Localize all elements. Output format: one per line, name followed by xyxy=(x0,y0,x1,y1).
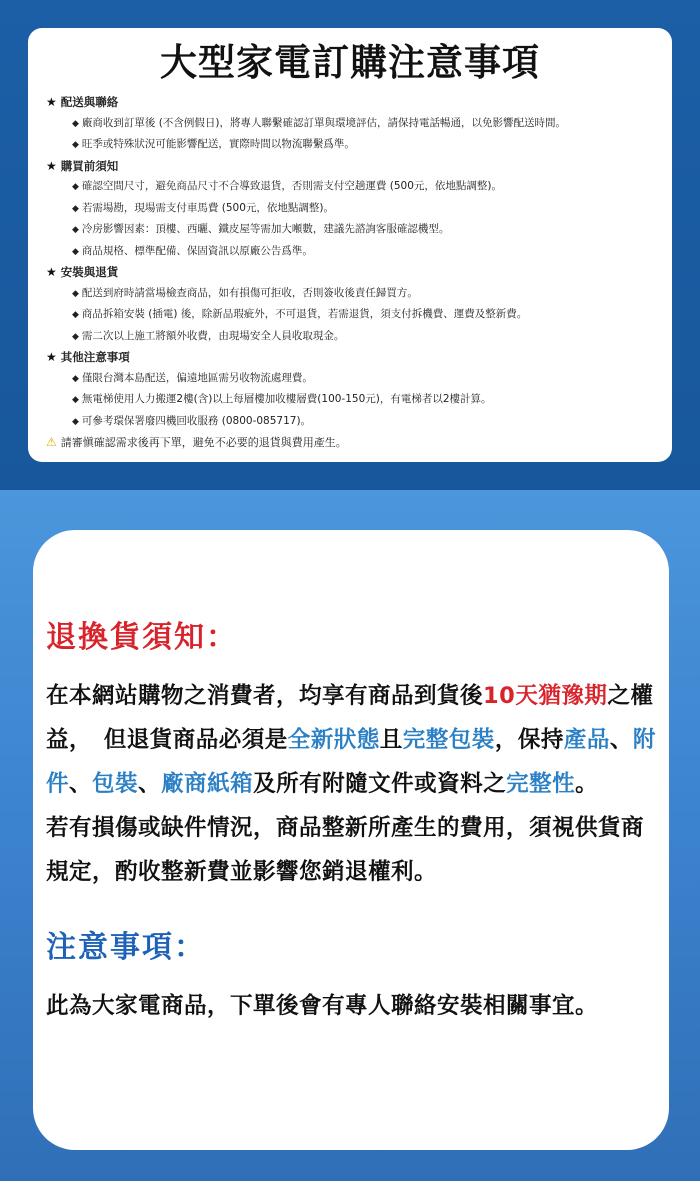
list-item: ◆ 若需場勘，現場需支付車馬費 (500元，依地點調整)。 xyxy=(72,201,334,214)
list-item: ◆ 旺季或特殊狀況可能影響配送，實際時間以物流聯繫爲準。 xyxy=(72,138,355,150)
return-policy-paragraph: 在本網站購物之消費者，均享有商品到貨後10天猶豫期之權益， 但退貨商品必須是全新狀態且完整包裝，保持產品、附件、包裝、廠商紙箱及所有附隨文件或資料之完整性。 xyxy=(46,683,656,797)
section-heading-install-return: ★ 安裝與退貨 xyxy=(46,265,119,279)
section-heading-other: ★ 其他注意事項 xyxy=(46,350,130,364)
order-notice-card xyxy=(28,28,672,462)
section-heading-delivery: ★ 配送與聯絡 xyxy=(46,95,119,109)
diamond-bullet-icon: ◆ xyxy=(72,140,79,150)
highlight-completeness: 完整性 xyxy=(506,771,576,797)
diamond-bullet-icon: ◆ xyxy=(72,310,79,320)
damage-fee-paragraph: 若有損傷或缺件情況，商品整新所產生的費用，須視供貨商規定，酌收整新費並影響您銷退權利。 xyxy=(46,815,645,885)
list-item: ◆ 商品拆箱安裝 (插電) 後，除新品瑕疵外，不可退貨，若需退貨，須支付拆機費、運費及整新費。 xyxy=(72,308,528,320)
star-icon: ★ xyxy=(46,95,57,109)
diamond-bullet-icon: ◆ xyxy=(72,203,79,214)
notice-heading: 注意事項： xyxy=(46,930,206,965)
star-icon: ★ xyxy=(46,350,57,364)
list-item: ◆ 廠商收到訂單後 (不含例假日)，將專人聯繫確認訂單與環境評估，請保持電話暢通，以免影響配送時間。 xyxy=(72,116,566,129)
highlight-product: 產品 xyxy=(563,727,610,753)
list-item: ◆ 僅限台灣本島配送，偏遠地區需另收物流處理費。 xyxy=(72,371,313,384)
list-item: ◆ 冷房影響因素：頂樓、西曬、鐵皮屋等需加大噸數，建議先諮詢客服確認機型。 xyxy=(72,223,450,235)
list-item: ◆ 需二次以上施工將額外收費，由現場安全人員收取現金。 xyxy=(72,329,345,342)
list-item: ◆ 可參考環保署廢四機回收服務 (0800-085717)。 xyxy=(72,414,312,427)
diamond-bullet-icon: ◆ xyxy=(72,288,79,299)
highlight-complete-packaging: 完整包裝 xyxy=(402,727,495,753)
star-icon: ★ xyxy=(46,265,57,279)
highlight-vendor-box: 廠商紙箱 xyxy=(161,771,254,797)
highlight-accessories: 附件 xyxy=(46,727,656,797)
diamond-bullet-icon: ◆ xyxy=(72,373,79,384)
diamond-bullet-icon: ◆ xyxy=(72,182,79,192)
highlight-new-condition: 全新狀態 xyxy=(287,727,380,753)
warning-note: ⚠ 請審愼確認需求後再下單，避免不必要的退貨與費用產生。 xyxy=(46,435,347,449)
diamond-bullet-icon: ◆ xyxy=(72,416,79,427)
return-policy-heading: 退換貨須知： xyxy=(46,620,238,655)
cooling-off-period-highlight: 10天猶豫期 xyxy=(483,683,608,709)
diamond-bullet-icon: ◆ xyxy=(72,225,79,235)
list-item: ◆ 配送到府時請當場檢查商品，如有損傷可拒收，否則簽收後責任歸買方。 xyxy=(72,286,418,299)
section-heading-before-purchase: ★ 購買前須知 xyxy=(46,158,119,173)
list-item: ◆ 確認空間尺寸，避免商品尺寸不合導致退貨，否則需支付空趟運費 (500元，依地點調整)。 xyxy=(72,180,502,192)
diamond-bullet-icon: ◆ xyxy=(72,118,79,129)
warning-icon: ⚠ xyxy=(46,435,57,449)
diamond-bullet-icon: ◆ xyxy=(72,246,79,257)
star-icon: ★ xyxy=(46,158,57,173)
list-item: ◆ 無電梯使用人力搬運2樓(含)以上每層樓加收樓層費(100-150元)，有電梯者以2樓計算。 xyxy=(72,393,492,405)
diamond-bullet-icon: ◆ xyxy=(72,395,79,405)
list-item: ◆ 商品規格、標準配備、保固資訊以原廠公告爲準。 xyxy=(72,244,313,257)
card-title: 大型家電訂購注意事項 xyxy=(160,41,540,84)
notice-paragraph: 此為大家電商品，下單後會有專人聯絡安裝相關事宜。 xyxy=(46,993,599,1019)
diamond-bullet-icon: ◆ xyxy=(72,331,79,342)
return-policy-card xyxy=(33,530,669,1150)
highlight-packaging: 包裝 xyxy=(92,771,139,797)
